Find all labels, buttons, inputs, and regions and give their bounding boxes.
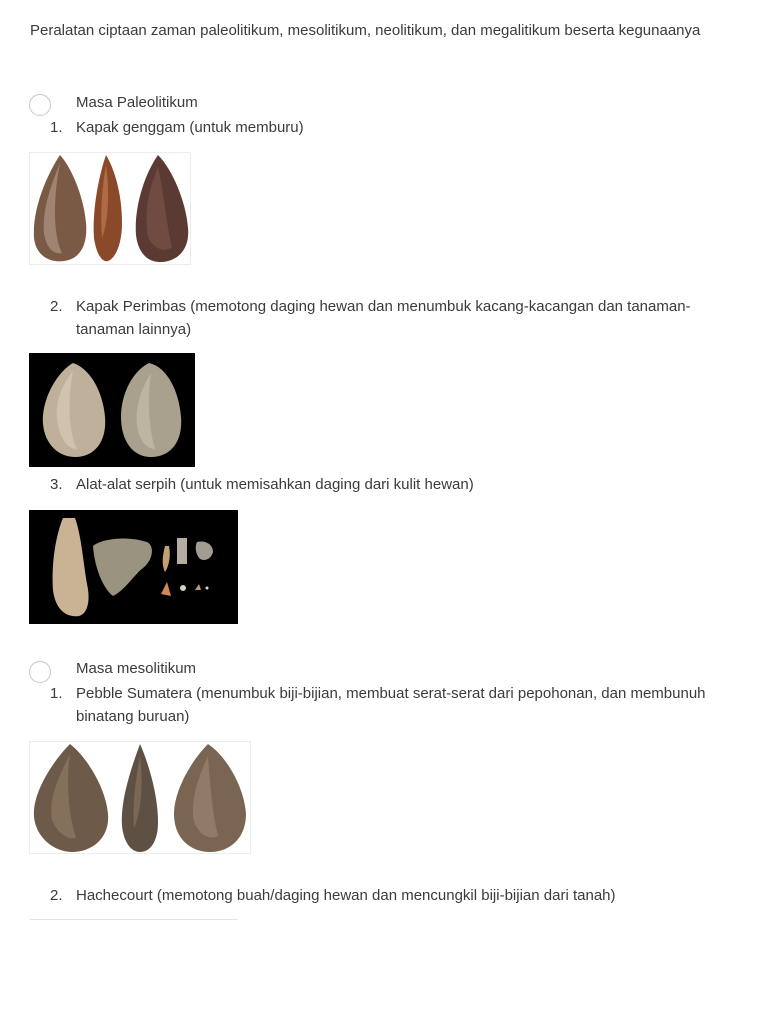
kapak-perimbas-image (29, 353, 195, 467)
list-item-number: 2. (50, 298, 63, 315)
list-item-number: 3. (50, 476, 63, 493)
list-item (50, 885, 710, 908)
list-item-text: Alat-alat serpih (untuk memisahkan daging dari kulit hewan) (76, 476, 474, 493)
alat-serpih-image (29, 510, 238, 624)
list-item (50, 296, 710, 341)
divider (30, 919, 238, 920)
list-item-text: Hachecourt (memotong buah/daging hewan dan mencungkil biji-bijian dari tanah) (76, 887, 616, 904)
list-item-number: 1. (50, 685, 63, 702)
list-item-text: Pebble Sumatera (menumbuk biji-bijian, membuat serat-serat dari pepohonan, dan membunuh binatang buruan) (76, 685, 706, 725)
list-item (50, 117, 710, 140)
page-title: Peralatan ciptaan zaman paleolitikum, mesolitikum, neolitikum, dan megalitikum beserta kegunaanya (30, 22, 701, 39)
section-heading-mesolitikum: Masa mesolitikum (76, 660, 197, 677)
list-item-number: 2. (50, 887, 63, 904)
list-item-text: Kapak genggam (untuk memburu) (76, 119, 304, 136)
list-item-number: 1. (50, 119, 63, 136)
section-bullet-icon (29, 94, 51, 116)
pebble-sumatera-image (29, 741, 251, 854)
list-item (50, 474, 710, 497)
section-bullet-icon (29, 661, 51, 683)
list-item-text: Kapak Perimbas (memotong daging hewan dan menumbuk kacang-kacangan dan tanaman-tanaman lainnya) (76, 298, 691, 338)
section-heading-paleolitikum: Masa Paleolitikum (76, 94, 198, 111)
list-item (50, 683, 710, 728)
kapak-genggam-image (29, 152, 191, 265)
